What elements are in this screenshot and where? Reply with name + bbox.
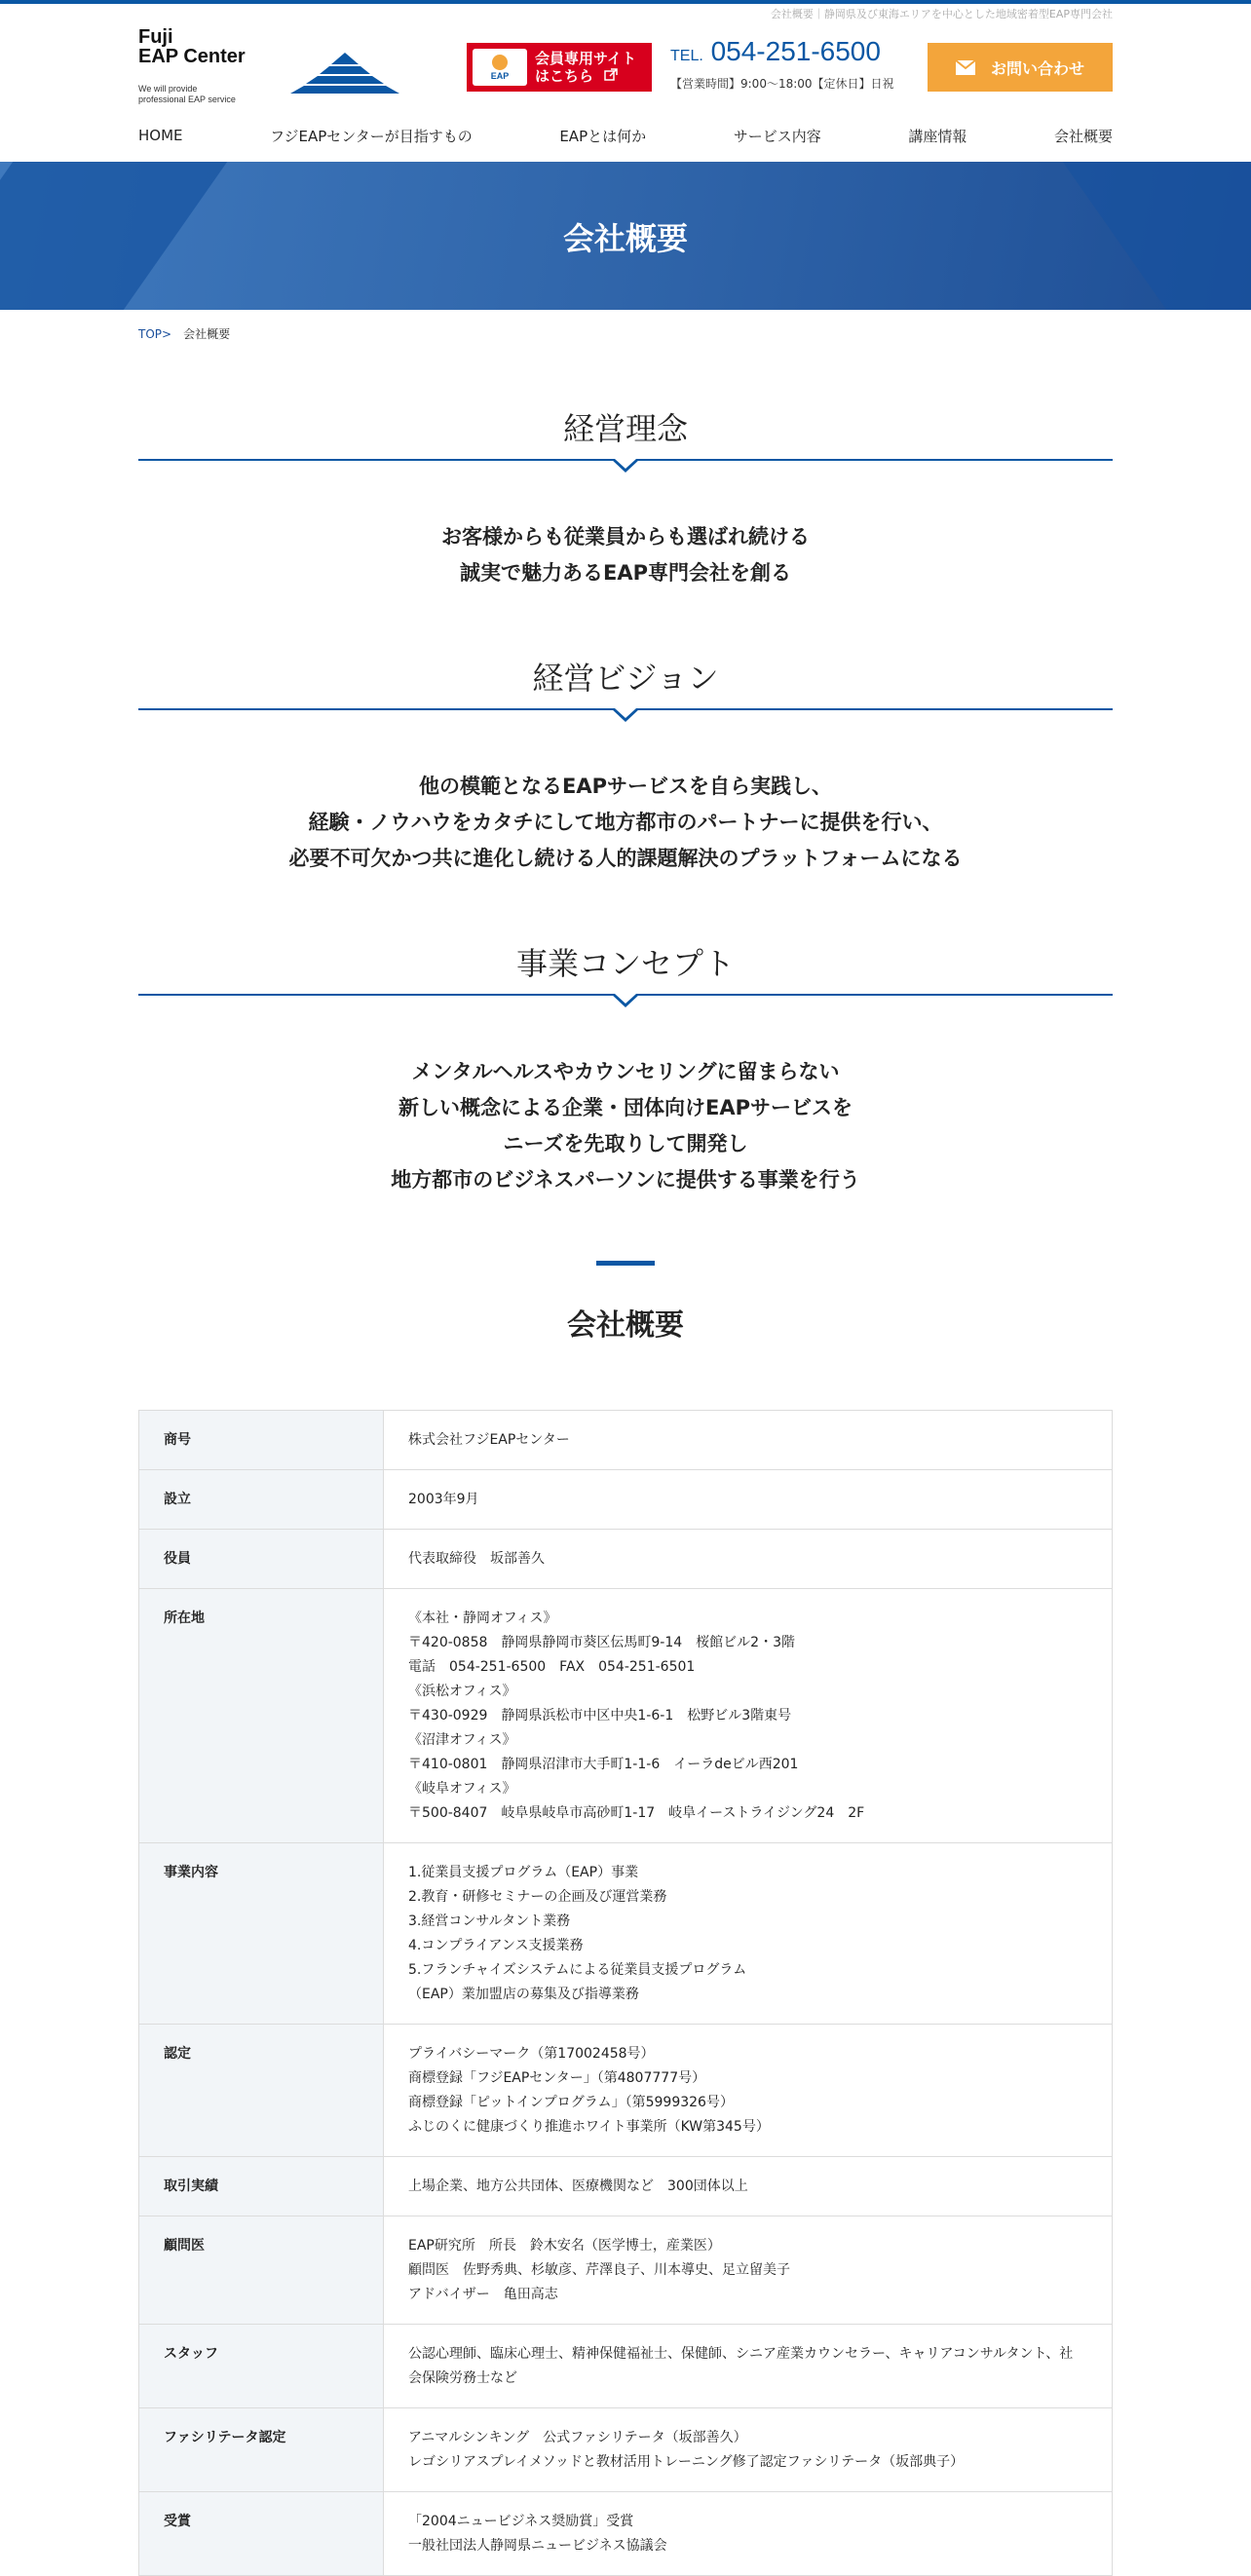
section-vision-heading xyxy=(138,654,1113,710)
page-title: 会社概要 xyxy=(562,220,688,257)
row-label: 設立 xyxy=(139,1470,384,1530)
nav-services[interactable]: サービス内容 xyxy=(733,127,821,145)
site-header xyxy=(138,4,1113,109)
page-hero xyxy=(0,162,1251,310)
mount-fuji-icon xyxy=(290,51,399,95)
table-row xyxy=(139,2408,1113,2492)
svg-text:EAP: EAP xyxy=(490,71,510,81)
row-label: 商号 xyxy=(139,1411,384,1470)
section-title: 経営ビジョン xyxy=(532,660,719,697)
site-logo[interactable] xyxy=(138,27,401,105)
row-label: スタッフ xyxy=(139,2325,384,2408)
row-value: EAP研究所 所長 鈴木安名（医学博士，産業医） 顧問医 佐野秀典、杉敏彦、芹澤良子、川本導史、足立留美子 アドバイザー 亀田高志 xyxy=(384,2216,1113,2325)
table-row xyxy=(139,2325,1113,2408)
section-title: 経営理念 xyxy=(562,410,688,447)
eap-badge-icon xyxy=(473,49,527,86)
site-tagline: 会社概要｜静岡県及び東海エリアを中心とした地域密着型EAP専門会社 xyxy=(770,8,1113,20)
section-philosophy-heading xyxy=(138,404,1113,461)
row-value: 2003年9月 xyxy=(384,1470,1113,1530)
nav-home[interactable]: HOME xyxy=(138,127,183,144)
chevron-down-icon xyxy=(611,708,640,724)
external-link-icon xyxy=(604,68,618,82)
row-value: 《本社・静岡オフィス》 〒420-0858 静岡県静岡市葵区伝馬町9-14 桜館ビル2・3階 電話 054-251-6500 FAX 054-251-6501 《浜松オフィス》 〒430-0929 静岡県浜松市中区中央1-6-1 松野ビル3階東号 《沼津オフィス》 〒410-0801 静岡県沼津市大手町1-1-6 イーラdeビル西201 《岐阜オフィス》 〒500-8407 岐阜県岐阜市高砂町1-17 岐阜イーストライジング24 2F xyxy=(384,1589,1113,1843)
philosophy-statement: お客様からも従業員からも選ばれ続ける 誠実で魅力あるEAP専門会社を創る xyxy=(441,525,810,585)
table-row xyxy=(139,2216,1113,2325)
nav-what-is-eap[interactable]: EAPとは何か xyxy=(559,127,647,145)
breadcrumb-top-link[interactable]: TOP xyxy=(138,327,163,341)
table-row xyxy=(139,2025,1113,2157)
contact-button-label: お問い合わせ xyxy=(990,58,1084,78)
row-value: 上場企業、地方公共団体、医療機関など 300団体以上 xyxy=(384,2157,1113,2216)
row-label: 受賞 xyxy=(139,2492,384,2576)
mail-icon xyxy=(956,60,975,75)
table-row xyxy=(139,2157,1113,2216)
row-value: アニマルシンキング 公式ファシリテータ（坂部善久） レゴシリアスプレイメソッドと教材活用トレーニング修了認定ファシリテータ（坂部典子） xyxy=(384,2408,1113,2492)
member-site-button[interactable] xyxy=(467,43,652,92)
row-label: 認定 xyxy=(139,2025,384,2157)
company-overview-table xyxy=(138,1410,1113,2576)
table-row xyxy=(139,2492,1113,2576)
row-label: ファシリテータ認定 xyxy=(139,2408,384,2492)
row-value: 株式会社フジEAPセンター xyxy=(384,1411,1113,1470)
nav-courses[interactable]: 講座情報 xyxy=(908,127,967,145)
nav-aims[interactable]: フジEAPセンターが目指すもの xyxy=(270,127,473,145)
table-row xyxy=(139,1411,1113,1470)
phone-number-link[interactable]: 054-251-6500 xyxy=(710,36,881,66)
row-label: 事業内容 xyxy=(139,1843,384,2025)
logo-subtext: We will provide professional EAP service xyxy=(138,84,236,104)
overview-title: 会社概要 xyxy=(567,1308,684,1343)
row-label: 取引実績 xyxy=(139,2157,384,2216)
concept-statement: メンタルヘルスやカウンセリングに留まらない 新しい概念による企業・団体向けEAPサービスを ニーズを先取りして開発し 地方都市のビジネスパーソンに提供する事業を行う xyxy=(391,1060,860,1192)
row-label: 役員 xyxy=(139,1530,384,1589)
tel-prefix: TEL. xyxy=(670,48,703,64)
business-hours: 【営業時間】9:00～18:00【定休日】日祝 xyxy=(670,77,894,91)
breadcrumb-current: 会社概要 xyxy=(183,327,231,341)
breadcrumb-separator: > xyxy=(162,327,172,341)
breadcrumb xyxy=(138,310,1113,342)
section-title: 事業コンセプト xyxy=(515,945,735,982)
row-value: プライバシーマーク（第17002458号） 商標登録「フジEAPセンター」（第4807777号） 商標登録「ピットインプログラム」（第5999326号） ふじのくに健康づくり推進ホワイト事業所（KW第345号） xyxy=(384,2025,1113,2157)
section-concept-heading xyxy=(138,939,1113,996)
member-button-line2: はこちら xyxy=(535,67,594,85)
chevron-down-icon xyxy=(611,994,640,1009)
contact-button[interactable] xyxy=(928,43,1113,92)
table-row xyxy=(139,1530,1113,1589)
row-value: 「2004ニュービジネス奨励賞」受賞 一般社団法人静岡県ニュービジネス協議会 xyxy=(384,2492,1113,2576)
table-row xyxy=(139,1470,1113,1530)
table-row xyxy=(139,1589,1113,1843)
heading-accent-bar xyxy=(596,1261,655,1266)
row-label: 所在地 xyxy=(139,1589,384,1843)
vision-statement: 他の模範となるEAPサービスを自ら実践し、 経験・ノウハウをカタチにして地方都市のパートナーに提供を行い、 必要不可欠かつ共に進化し続ける人的課題解決のプラットフォームになる xyxy=(288,775,963,870)
phone-block xyxy=(670,37,894,92)
row-value: 1.従業員支援プログラム（EAP）事業 2.教育・研修セミナーの企画及び運営業務 3.経営コンサルタント業務 4.コンプライアンス支援業務 5.フランチャイズシステムによる従業員支援プログラム （EAP）業加盟店の募集及び指導業務 xyxy=(384,1843,1113,2025)
row-label: 顧問医 xyxy=(139,2216,384,2325)
row-value: 代表取締役 坂部善久 xyxy=(384,1530,1113,1589)
chevron-down-icon xyxy=(611,459,640,474)
logo-text: Fuji EAP Center xyxy=(138,26,246,67)
row-value: 公認心理師、臨床心理士、精神保健福祉士、保健師、シニア産業カウンセラー、キャリアコンサルタント、社 会保険労務士など xyxy=(384,2325,1113,2408)
table-row xyxy=(139,1843,1113,2025)
member-button-line1: 会員専用サイト xyxy=(535,50,636,67)
overview-heading xyxy=(138,1261,1113,1344)
nav-company[interactable]: 会社概要 xyxy=(1053,127,1113,145)
global-nav xyxy=(138,109,1113,162)
